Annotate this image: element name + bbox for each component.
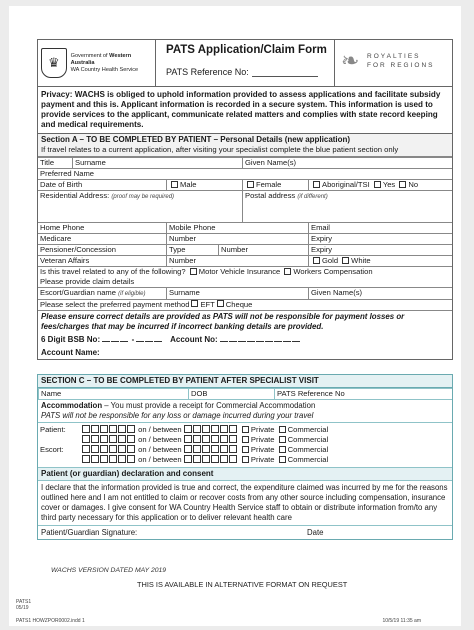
phone-row [38,222,452,233]
patient-start-date-2[interactable] [82,435,136,443]
veteran-number-field[interactable]: Number [166,256,308,266]
bsb-digit[interactable] [136,334,144,342]
escort-given-names-field[interactable]: Given Name(s) [308,288,452,299]
escort-row [38,287,452,299]
accommodation-dates [38,422,452,467]
print-timestamp: 10/5/19 11:35 am [382,618,421,624]
section-c [37,374,453,540]
escort-commercial-checkbox[interactable] [279,446,286,453]
travel-related-question: Is this travel related to any of the following? [40,267,186,276]
account-digit[interactable] [292,334,300,342]
accommodation-info: Accommodation – You must provide a receipt for Commercial Accommodation PATS will not be responsible for any loss or damage incurred during your travel [38,399,452,422]
crest-icon: ♛ [41,48,67,78]
royalties-logo [334,40,452,86]
escort-name-label: Escort/Guardian name (if eligible) [40,288,146,297]
address-row [38,190,452,222]
no-checkbox[interactable] [399,181,406,188]
bsb-digit[interactable] [145,334,153,342]
patient-dates-row: Patient: on / between Private Commercial [40,425,329,434]
eft-checkbox[interactable] [191,300,198,307]
surname-field[interactable]: Surname [72,158,242,168]
date-field[interactable]: Date [307,528,324,537]
form-code: PATS1 05/19 [16,599,32,611]
partner-line2: FOR REGIONS [367,62,435,69]
gov-service: WA Country Health Service [70,66,139,73]
government-logo [38,40,156,86]
payment-method-label: Please select the preferred payment method [40,300,190,309]
male-label: Male [180,180,197,189]
patient-id-row [38,388,452,399]
alt-format-note: THIS IS AVAILABLE IN ALTERNATIVE FORMAT ON REQUEST [137,580,348,589]
partner-line1: ROYALTIES [367,53,421,60]
patient-private-checkbox[interactable] [242,426,249,433]
patient-end-date-2[interactable] [184,435,238,443]
email-field[interactable]: Email [308,223,452,233]
payment-method-row [38,299,452,310]
account-digit[interactable] [265,334,273,342]
patient-label: Patient: [40,425,66,434]
account-digit[interactable] [220,334,228,342]
reference-input-line[interactable] [252,68,318,77]
gold-checkbox[interactable] [313,257,320,264]
mva-checkbox[interactable] [190,268,197,275]
cheque-label: Cheque [225,300,253,309]
patient-dob-field[interactable]: DOB [188,389,274,399]
signature-row [38,525,452,539]
dob-row [38,179,452,190]
section-a-subheading: If travel relates to a current application, after visiting your specialist complete the blue patient section only [41,145,399,154]
escort-commercial-checkbox-2[interactable] [279,456,286,463]
dob-field[interactable]: Date of Birth [40,180,83,189]
aboriginal-label: Aboriginal/TSI [322,180,370,189]
account-name-field[interactable]: Account Name: [41,348,100,357]
pats-ref-field[interactable]: PATS Reference No [274,389,452,399]
postal-address-field[interactable]: Postal address (if different) [242,191,452,222]
reference-field[interactable] [166,67,318,77]
signature-field[interactable]: Patient/Guardian Signature: [41,528,138,537]
form-header [37,39,453,87]
mobile-phone-field[interactable]: Mobile Phone [166,223,308,233]
patient-end-date[interactable] [184,425,238,433]
section-c-heading: SECTION C – TO BE COMPLETED BY PATIENT AFTER SPECIALIST VISIT [38,375,452,388]
pensioner-label: Pensioner/Concession [40,245,116,254]
eft-label: EFT [200,300,215,309]
escort-start-date[interactable] [82,445,136,453]
section-a-heading: Section A – TO BE COMPLETED BY PATIENT – Personal Details (new application) [41,135,351,144]
form-title: PATS Application/Claim Form [166,44,327,56]
account-no-label: Account No: [170,335,218,344]
escort-private-checkbox[interactable] [242,446,249,453]
declaration-text: I declare that the information provided is true and correct, the expenditure claimed was incurred by me for the reasons outlined here and I am not entitled to claim or recover costs from any other source including compensation, insurance cover or damages. I give consent for WA Country Health Service staff to obtain or distribute information from/to any third party necessary for this application or to deliver relevant health care [38,480,452,525]
bsb-digit[interactable] [154,334,162,342]
account-digit[interactable] [256,334,264,342]
patient-private-checkbox-2[interactable] [242,436,249,443]
female-label: Female [256,180,282,189]
cheque-checkbox[interactable] [217,300,224,307]
pensioner-row [38,244,452,255]
banking-note: Please ensure correct details are provided as PATS will not be responsible for payment losses or fees/charges that may be incurred if incorrect banking details are provided. [38,310,452,333]
account-digit[interactable] [238,334,246,342]
aboriginal-checkbox[interactable] [313,181,320,188]
escort-surname-field[interactable]: Surname [166,288,308,299]
print-file-name: PATS1 HOWZPOR0002.indd 1 [16,618,85,624]
workers-comp-checkbox[interactable] [284,268,291,275]
medicare-label: Medicare [40,234,72,243]
white-checkbox[interactable] [342,257,349,264]
medicare-number-field[interactable]: Number [166,234,308,244]
mva-label: Motor Vehicle Insurance [198,267,281,276]
medicare-expiry-field[interactable]: Expiry [308,234,452,244]
patient-dates-row-2: on / between Private Commercial [40,435,450,445]
privacy-statement: Privacy: WACHS is obliged to uphold information provided to assess applications and facilitate subsidy payment and this is. Applicant information is recorded in a secure system. This information is used to provide services to the applicant, communicate related matters and complies with state record keeping and medical requirements. [37,87,453,134]
veteran-label: Veteran Affairs [40,256,90,265]
patient-start-date[interactable] [82,425,136,433]
bsb-digit[interactable] [102,334,110,342]
form-page [9,6,461,626]
bsb-digit[interactable] [120,334,128,342]
travel-related-row [38,266,452,287]
concession-type-field[interactable]: Type [166,245,218,255]
escort-dates-row-2: on / between Private Commercial [40,455,450,465]
given-names-field[interactable]: Given Name(s) [242,158,452,168]
gold-label: Gold [322,256,339,265]
patient-commercial-checkbox[interactable] [279,426,286,433]
bsb-digit[interactable] [111,334,119,342]
escort-private-checkbox-2[interactable] [242,456,249,463]
white-label: White [351,256,371,265]
gov-state: Western Australia [70,52,132,66]
male-checkbox[interactable] [171,181,178,188]
account-digit[interactable] [247,334,255,342]
medicare-row [38,233,452,244]
veteran-row [38,255,452,266]
escort-end-date-2[interactable] [184,455,238,463]
yes-checkbox[interactable] [374,181,381,188]
escort-start-date-2[interactable] [82,455,136,463]
account-digit[interactable] [274,334,282,342]
concession-expiry-field[interactable]: Expiry [308,245,452,255]
escort-end-date[interactable] [184,445,238,453]
accommodation-note: PATS will not be responsible for any loss or damage incurred during your travel [41,411,314,420]
declaration-heading: Patient (or guardian) declaration and consent [38,467,452,480]
patient-commercial-checkbox-2[interactable] [279,436,286,443]
home-phone-field[interactable]: Home Phone [40,223,85,232]
residential-address-field[interactable]: Residential Address: (proof may be required) [40,191,175,200]
no-label: No [408,180,419,189]
escort-label: Escort: [40,445,64,454]
title-field[interactable]: Title [40,158,55,167]
account-digit[interactable] [283,334,291,342]
bsb-label: 6 Digit BSB No: [41,335,101,344]
bank-numbers-row: 6 Digit BSB No: - Account No: [38,333,452,346]
gov-line: Government of [70,52,108,59]
preferred-name-field[interactable]: Preferred Name [40,169,95,178]
name-row [38,157,452,168]
version-note: WACHS VERSION DATED MAY 2019 [51,567,167,574]
claim-details-field[interactable]: Please provide claim details [40,277,135,286]
royalties-mark-icon: ❧ [341,48,360,73]
workers-comp-label: Workers Compensation [293,267,373,276]
escort-dates-row: Escort: on / between Private Commercial [40,445,329,454]
yes-label: Yes [382,180,396,189]
patient-name-field[interactable]: Name [38,389,188,399]
reference-label: PATS Reference No: [166,67,249,77]
form-sheet [37,39,453,540]
account-digit[interactable] [229,334,237,342]
concession-number-field[interactable]: Number [218,245,308,255]
section-a [37,134,453,360]
female-checkbox[interactable] [247,181,254,188]
